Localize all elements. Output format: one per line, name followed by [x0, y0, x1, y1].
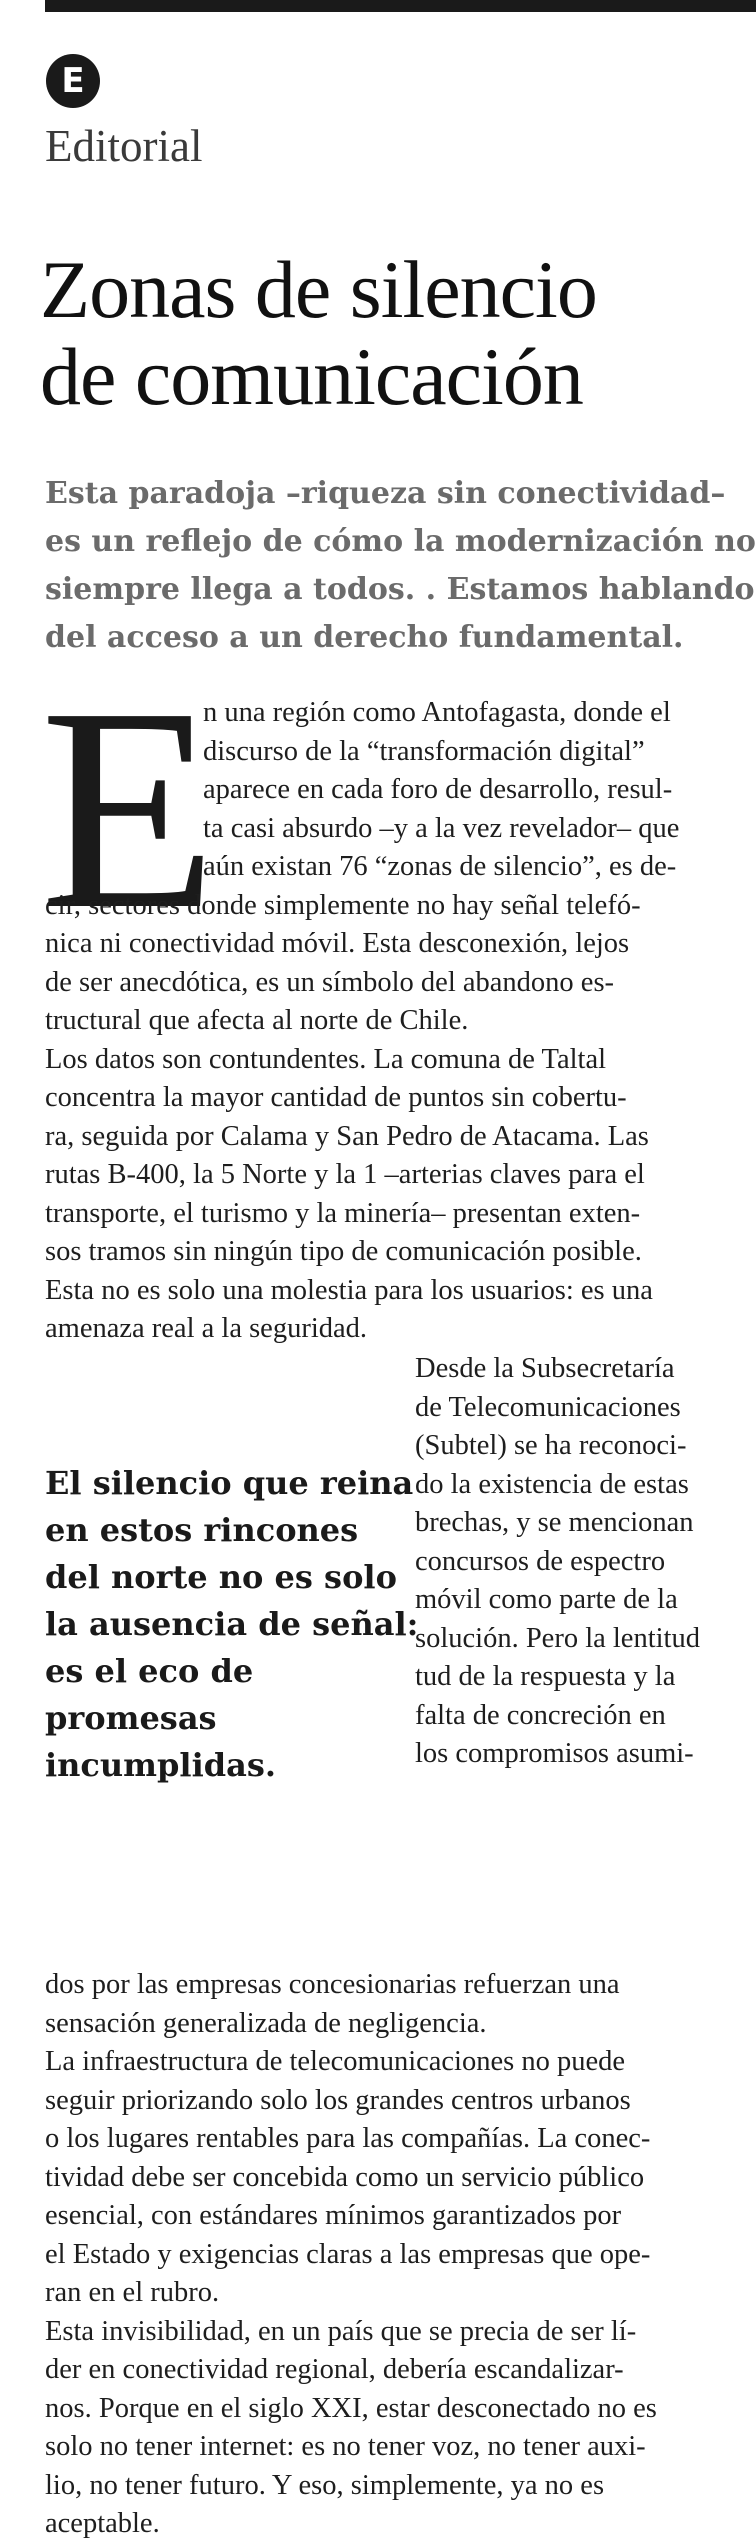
body-line: Esta invisibilidad, en un país que se precia de ser lí-	[45, 2315, 637, 2347]
body-line: móvil como parte de la	[415, 1584, 678, 1615]
body-line: Desde la Subsecretaría	[415, 1353, 675, 1384]
body-line: transporte, el turismo y la minería– presentan exten-	[45, 1197, 641, 1229]
pull-quote	[45, 1460, 419, 1789]
headline	[40, 246, 597, 420]
article-tail	[45, 1966, 745, 2544]
standfirst	[45, 470, 756, 662]
body-line: n una región como Antofagasta, donde el	[203, 697, 671, 728]
article-column	[415, 1350, 745, 1774]
body-line: Los datos son contundentes. La comuna de Taltal	[45, 1043, 607, 1075]
editorial-badge-icon: E	[46, 54, 100, 108]
section-label: Editorial	[45, 121, 203, 171]
drop-cap: E	[40, 648, 218, 969]
top-rule	[45, 0, 756, 12]
body-line: amenaza real a la seguridad.	[45, 1313, 368, 1344]
body-line: ran en el rubro.	[45, 2277, 220, 2308]
body-line: nica ni conectividad móvil. Esta desconexión, lejos	[45, 928, 630, 959]
body-line: nos. Porque en el siglo XXI, estar desconectado no es	[45, 2392, 657, 2424]
body-line: de ser anecdótica, es un símbolo del abandono es-	[45, 966, 615, 998]
body-line: La infraestructura de telecomunicaciones no puede	[45, 2046, 626, 2077]
body-line: cir, sectores donde simplemente no hay señal telefó-	[45, 889, 641, 921]
body-line: tud de la respuesta y la	[415, 1661, 676, 1692]
body-line: seguir priorizando solo los grandes centros urbanos	[45, 2084, 631, 2116]
body-line: do la existencia de estas	[415, 1468, 689, 1500]
pull-quote-line: la ausencia de señal:	[45, 1605, 419, 1643]
body-line: tividad debe ser concebida como un servicio público	[45, 2161, 645, 2193]
article-lead	[45, 694, 745, 1349]
body-line: der en conectividad regional, debería escandalizar-	[45, 2354, 624, 2385]
body-line: ra, seguida por Calama y San Pedro de Atacama. Las	[45, 1120, 649, 1152]
body-line: aceptable.	[45, 2508, 160, 2539]
body-line: solución. Pero la lentitud	[415, 1622, 700, 1654]
body-line: concursos de espectro	[415, 1545, 666, 1577]
body-line: dos por las empresas concesionarias refuerzan una	[45, 1969, 620, 2000]
body-line: sos tramos sin ningún tipo de comunicación posible.	[45, 1236, 642, 1267]
body-line: brechas, y se mencionan	[415, 1507, 694, 1538]
body-line: aparece en cada foro de desarrollo, resul-	[203, 774, 673, 805]
headline-line: Zonas de silencio	[40, 244, 597, 335]
headline-line: de comunicación	[40, 331, 583, 422]
body-line: ta casi absurdo –y a la vez revelador– que	[203, 812, 680, 844]
body-line: discurso de la “transformación digital”	[203, 735, 645, 767]
body-line: de Telecomunicaciones	[415, 1391, 681, 1423]
pull-quote-line: es el eco de	[45, 1652, 254, 1690]
standfirst-line: siempre llega a todos. . Estamos hablando	[45, 572, 755, 607]
body-line: sensación generalizada de negligencia.	[45, 2007, 487, 2039]
standfirst-line: Esta paradoja –riqueza sin conectividad–	[45, 476, 726, 511]
body-line: rutas B-400, la 5 Norte y la 1 –arterias claves para el	[45, 1159, 645, 1190]
body-line: tructural que afecta al norte de Chile.	[45, 1005, 469, 1036]
body-line: aún existan 76 “zonas de silencio”, es de-	[203, 851, 677, 882]
pull-quote-line: incumplidas.	[45, 1746, 276, 1784]
standfirst-line: del acceso a un derecho fundamental.	[45, 620, 684, 655]
pull-quote-line: promesas	[45, 1699, 217, 1737]
body-line: esencial, con estándares mínimos garantizados por	[45, 2200, 622, 2231]
pull-quote-line: en estos rincones	[45, 1511, 359, 1549]
body-line: o los lugares rentables para las compañías. La conec-	[45, 2123, 651, 2154]
body-line: Esta no es solo una molestia para los usuarios: es una	[45, 1274, 653, 1306]
body-line: falta de concreción en	[415, 1699, 666, 1731]
standfirst-line: es un reflejo de cómo la modernización no	[45, 524, 756, 559]
body-line: lio, no tener futuro. Y eso, simplemente, ya no es	[45, 2469, 605, 2501]
pull-quote-line: del norte no es solo	[45, 1558, 397, 1596]
body-line: concentra la mayor cantidad de puntos sin cobertu-	[45, 1082, 627, 1113]
body-line: solo no tener internet: es no tener voz, no tener auxi-	[45, 2431, 646, 2462]
pull-quote-line: El silencio que reina	[45, 1464, 414, 1502]
body-line: (Subtel) se ha reconoci-	[415, 1430, 687, 1461]
body-line: los compromisos asumi-	[415, 1738, 694, 1769]
body-line: el Estado y exigencias claras a las empresas que ope-	[45, 2238, 651, 2270]
